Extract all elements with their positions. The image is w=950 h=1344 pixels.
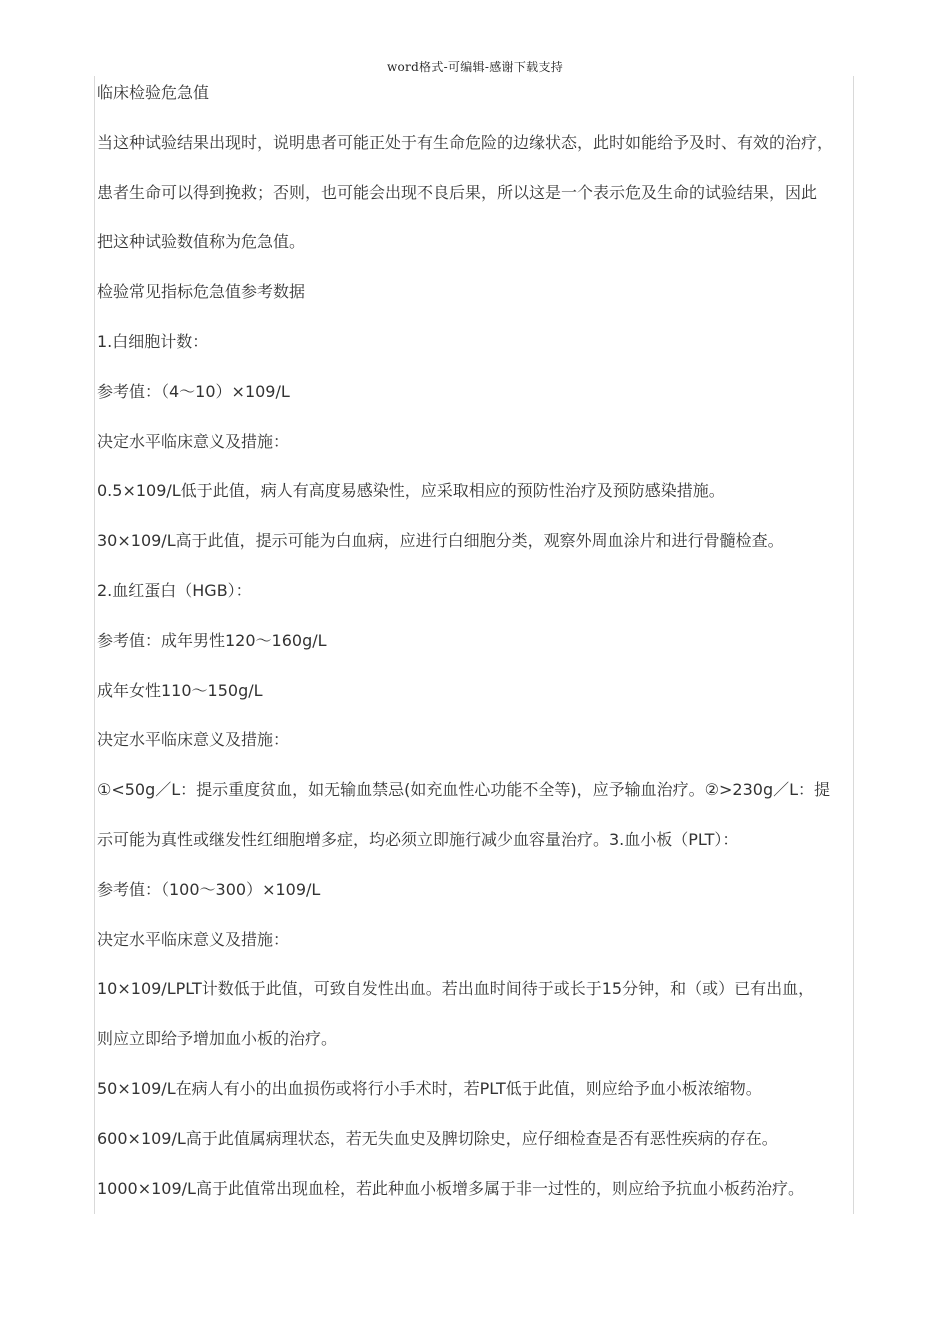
paragraph-line: 成年女性110～150g/L — [97, 680, 263, 700]
page-header: word格式-可编辑-感谢下载支持 — [386, 60, 564, 74]
paragraph-line: 30×109/L高于此值，提示可能为白血病，应进行白细胞分类，观察外周血涂片和进行骨髓检查。 — [97, 531, 784, 551]
item-heading: 1.白细胞计数： — [97, 331, 209, 351]
paragraph-line: 示可能为真性或继发性红细胞增多症，均必须立即施行减少血容量治疗。3.血小板（PLT）： — [97, 829, 739, 849]
paragraph-line: 参考值：成年男性120～160g/L — [97, 630, 327, 650]
paragraph-line: 当这种试验结果出现时，说明患者可能正处于有生命危险的边缘状态，此时如能给予及时、有效的治疗， — [97, 132, 834, 152]
paragraph-line: 决定水平临床意义及措施： — [97, 929, 290, 949]
paragraph-line: 1000×109/L高于此值常出现血栓，若此种血小板增多属于非一过性的，则应给予抗血小板药治疗。 — [97, 1178, 804, 1198]
paragraph-line: 参考值：（100～300）×109/L — [97, 879, 321, 899]
paragraph-line: 600×109/L高于此值属病理状态，若无失血史及脾切除史，应仔细检查是否有恶性疾病的存在。 — [97, 1128, 778, 1148]
item-heading: 2.血红蛋白（HGB）： — [97, 580, 252, 600]
paragraph-line: ①<50g／L：提示重度贫血，如无输血禁忌(如充血性心功能不全等)，应予输血治疗。②>230g／L：提 — [97, 780, 831, 800]
paragraph-line: 决定水平临床意义及措施： — [97, 431, 290, 451]
paragraph-line: 50×109/L在病人有小的出血损伤或将行小手术时，若PLT低于此值，则应给予血小板浓缩物。 — [97, 1078, 762, 1098]
paragraph-line: 参考值：（4～10）×109/L — [97, 381, 290, 401]
document-body — [97, 68, 877, 1213]
paragraph-line: 则应立即给予增加血小板的治疗。 — [97, 1029, 338, 1049]
section-heading: 检验常见指标危急值参考数据 — [97, 282, 306, 302]
paragraph-line: 决定水平临床意义及措施： — [97, 730, 290, 750]
paragraph-line: 10×109/LPLT计数低于此值，可致自发性出血。若出血时间待于或长于15分钟，和（或）已有出血， — [97, 979, 815, 999]
paragraph-line: 把这种试验数值称为危急值。 — [97, 232, 306, 252]
paragraph-line: 0.5×109/L低于此值，病人有高度易感染性，应采取相应的预防性治疗及预防感染措施。 — [97, 481, 725, 501]
document-title: 临床检验危急值 — [97, 83, 210, 102]
paragraph-line: 患者生命可以得到挽救；否则，也可能会出现不良后果，所以这是一个表示危及生命的试验结果，因此 — [97, 182, 818, 202]
